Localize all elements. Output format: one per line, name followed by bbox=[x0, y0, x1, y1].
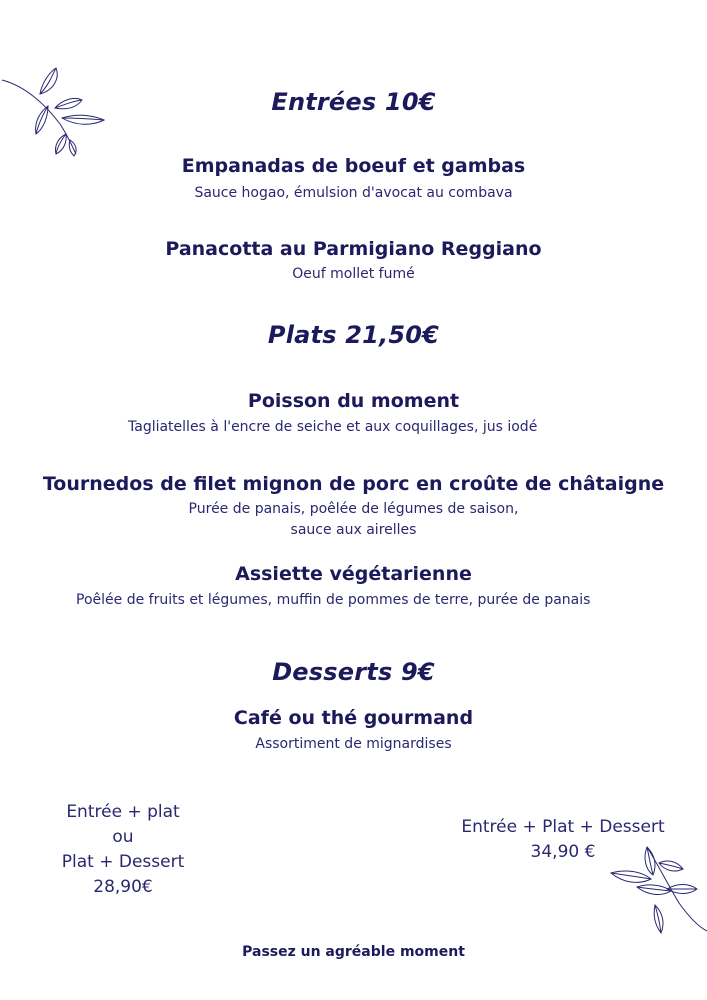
dish-description: Sauce hogao, émulsion d'avocat au combava bbox=[194, 185, 513, 201]
dish-name: Café ou thé gourmand bbox=[233, 707, 474, 729]
formula-right-line1: Entrée + Plat + Dessert bbox=[461, 817, 665, 837]
formula-left-line2: ou bbox=[112, 827, 134, 847]
formula-left-price: 28,90€ bbox=[93, 877, 153, 897]
dish-name: Assiette végétarienne bbox=[235, 563, 472, 585]
section-title-desserts: Desserts 9€ bbox=[272, 658, 435, 686]
footer-message: Passez un agréable moment bbox=[242, 944, 465, 960]
formula-right bbox=[443, 815, 683, 865]
formula-left bbox=[33, 800, 213, 900]
dish-description-line2: sauce aux airelles bbox=[290, 522, 417, 538]
dish-name: Panacotta au Parmigiano Reggiano bbox=[165, 238, 542, 260]
dish-name: Poisson du moment bbox=[247, 390, 460, 412]
formula-left-line1: Entrée + plat bbox=[66, 802, 180, 822]
dish-name: Tournedos de filet mignon de porc en croûte de châtaigne bbox=[42, 473, 665, 495]
dish-description: Oeuf mollet fumé bbox=[292, 266, 415, 282]
section-title-plats: Plats 21,50€ bbox=[267, 321, 440, 349]
dish-description-line1: Purée de panais, poêlée de légumes de saison, bbox=[188, 501, 519, 517]
dish-description: Tagliatelles à l'encre de seiche et aux coquillages, jus iodé bbox=[128, 419, 538, 435]
formula-left-line3: Plat + Dessert bbox=[61, 852, 185, 872]
section-title-entrees: Entrées 10€ bbox=[271, 88, 436, 116]
dish-description: Assortiment de mignardises bbox=[255, 736, 452, 752]
formula-right-price: 34,90 € bbox=[530, 842, 596, 862]
dish-name: Empanadas de boeuf et gambas bbox=[181, 155, 526, 177]
dish-description: Poêlée de fruits et légumes, muffin de pommes de terre, purée de panais bbox=[76, 592, 591, 608]
